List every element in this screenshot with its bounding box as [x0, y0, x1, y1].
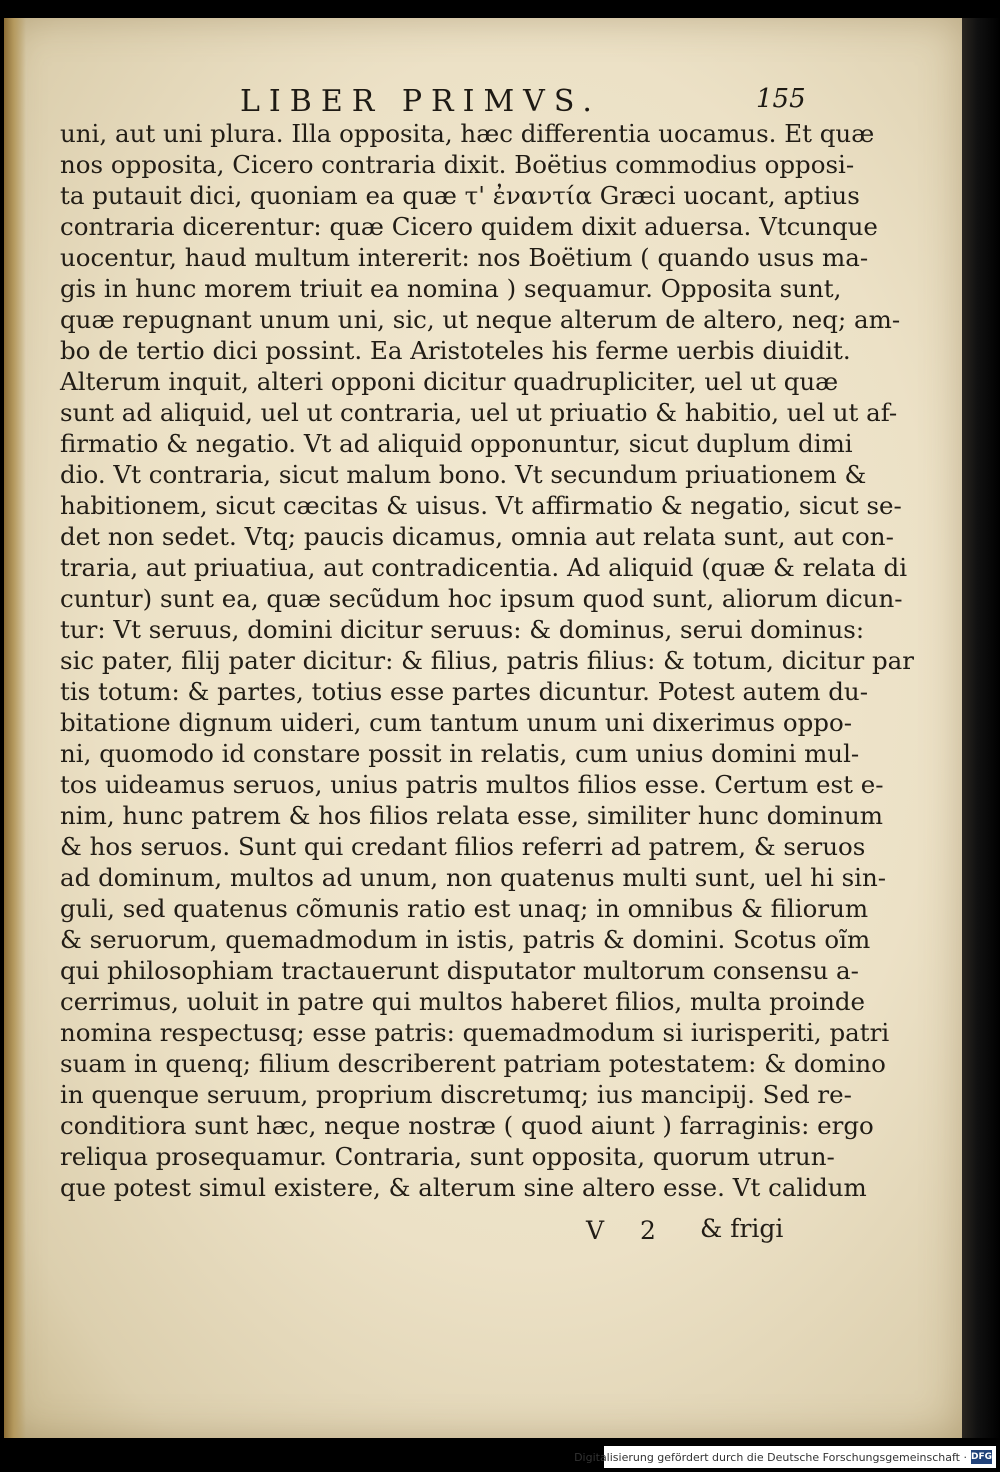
text-line: qui philosophiam tractauerunt disputator multorum consensu a-: [60, 956, 859, 985]
text-line: dio. Vt contraria, sicut malum bono. Vt secundum priuationem &: [60, 460, 867, 489]
text-line: gis in hunc morem triuit ea nomina ) sequamur. Opposita sunt,: [60, 274, 842, 303]
text-line: det non sedet. Vtq; paucis dicamus, omnia aut relata sunt, aut con-: [60, 522, 894, 551]
text-line: nos opposita, Cicero contraria dixit. Boëtius commodius opposi-: [60, 150, 855, 179]
catchword: & frigi: [700, 1214, 784, 1243]
funding-banner: [574, 1446, 996, 1468]
text-line: cuntur) sunt ea, quæ secũdum hoc ipsum quod sunt, aliorum dicun-: [60, 584, 903, 613]
text-line: tur: Vt seruus, domini dicitur seruus: & dominus, serui dominus:: [60, 615, 865, 644]
text-line: bo de tertio dici possint. Ea Aristoteles his ferme uerbis diuidit.: [60, 336, 851, 365]
text-line: guli, sed quatenus cõmunis ratio est unaq; in omnibus & filiorum: [60, 894, 869, 923]
text-line: tis totum: & partes, totius esse partes dicuntur. Potest autem du-: [60, 677, 868, 706]
text-line: sunt ad aliquid, uel ut contraria, uel ut priuatio & habitio, uel ut af-: [60, 398, 898, 427]
running-head: LIBER PRIMVS.: [240, 84, 601, 119]
text-line: & hos seruos. Sunt qui credant filios referri ad patrem, & seruos: [60, 832, 866, 861]
text-line: conditiora sunt hæc, neque nostræ ( quod aiunt ) farraginis: ergo: [60, 1111, 874, 1140]
text-line: suam in quenq; filium describerent patriam potestatem: & domino: [60, 1049, 886, 1078]
text-line: traria, aut priuatiua, aut contradicentia. Ad aliquid (quæ & relata di: [60, 553, 908, 582]
text-line: in quenque seruum, proprium discretumq; ius mancipij. Sed re-: [60, 1080, 852, 1109]
signature-mark: V 2: [586, 1216, 670, 1245]
page-shadow-edge: [962, 18, 1000, 1438]
text-line: Alterum inquit, alteri opponi dicitur quadrupliciter, uel ut quæ: [60, 367, 839, 396]
text-line: nomina respectusq; esse patris: quemadmodum si iurisperiti, patri: [60, 1018, 890, 1047]
text-line: nim, hunc patrem & hos filios relata esse, similiter hunc dominum: [60, 801, 883, 830]
text-line: tos uideamus seruos, unius patris multos filios esse. Certum est e-: [60, 770, 884, 799]
text-line: ni, quomodo id constare possit in relatis, cum unius domini mul-: [60, 739, 860, 768]
text-line: firmatio & negatio. Vt ad aliquid opponuntur, sicut duplum dimi: [60, 429, 853, 458]
text-line: quæ repugnant unum uni, sic, ut neque alterum de altero, neq; am-: [60, 305, 901, 334]
dfg-logo-icon: DFG: [970, 1452, 992, 1462]
text-line: reliqua prosequamur. Contraria, sunt opposita, quorum utrun-: [60, 1142, 835, 1171]
text-line: & seruorum, quemadmodum in istis, patris & domini. Scotus oĩm: [60, 925, 871, 954]
text-line: uni, aut uni plura. Illa opposita, hæc differentia uocamus. Et quæ: [60, 119, 875, 148]
text-line: contraria dicerentur: quæ Cicero quidem dixit aduersa. Vtcunque: [60, 212, 878, 241]
text-line: ta putauit dici, quoniam ea quæ τ' ἐναντία Græci uocant, aptius: [60, 181, 860, 210]
text-line: bitatione dignum uideri, cum tantum unum uni dixerimus oppo-: [60, 708, 853, 737]
text-line: cerrimus, uoluit in patre qui multos haberet filios, multa proinde: [60, 987, 866, 1016]
text-line: habitionem, sicut cæcitas & uisus. Vt affirmatio & negatio, sicut se-: [60, 491, 902, 520]
text-line: sic pater, filij pater dicitur: & filius, patris filius: & totum, dicitur par: [60, 646, 914, 675]
text-line: que potest simul existere, & alterum sine altero esse. Vt calidum: [60, 1173, 867, 1202]
text-line: ad dominum, multos ad unum, non quatenus multi sunt, uel hi sin-: [60, 863, 887, 892]
page-gutter-edge: [4, 18, 26, 1438]
folio-number: 155: [756, 84, 806, 114]
funding-text: Digitalisierung gefördert durch die Deutsche Forschungsgemeinschaft ·: [574, 1450, 967, 1464]
body-text: [60, 118, 914, 1203]
text-line: uocentur, haud multum intererit: nos Boëtium ( quando usus ma-: [60, 243, 869, 272]
